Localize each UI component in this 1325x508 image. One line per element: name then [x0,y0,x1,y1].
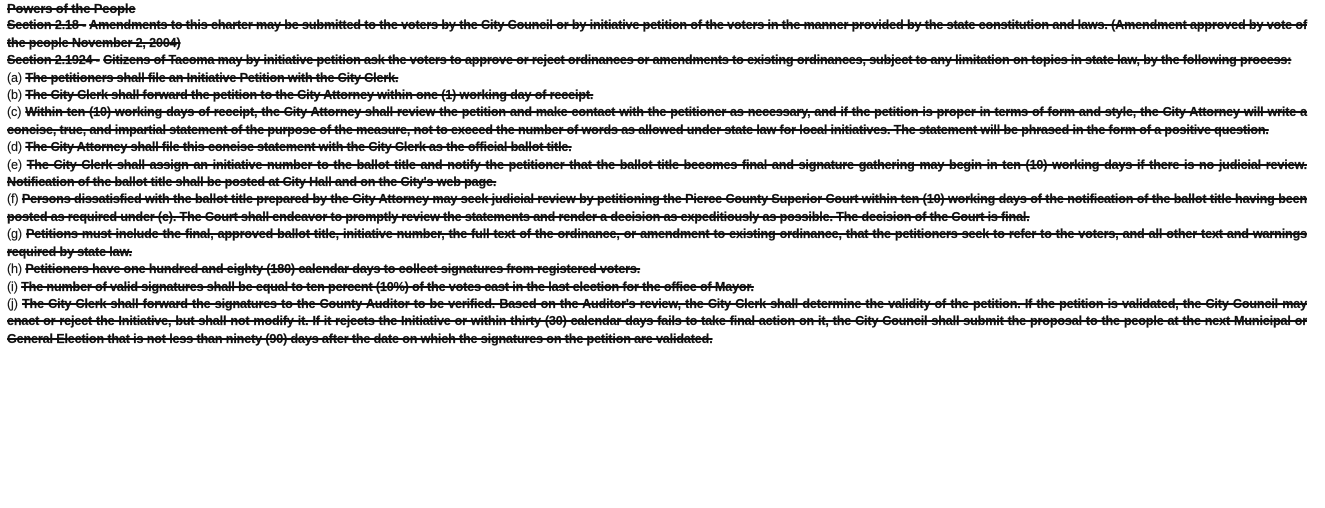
list-item-text: The City Clerk shall assign an initiative number to the ballot title and notify the petitioner that the ballot title becomes final and signature gathering may begin in ten (10) working days if there is no judicial review. Notification of the ballot title shall be posted at City Hall and on the City's web page. [7,157,1307,190]
list-item-g [7,226,1307,261]
list-item-a [7,70,1307,87]
list-item-d [7,139,1307,156]
section-2-1924-label: Section 2.1924 - [7,53,100,68]
list-item-text: The City Clerk shall forward the petition to the City Attorney within one (1) working day of receipt. [25,88,594,103]
list-item-label: (a) [7,70,22,85]
list-item-label: (e) [7,157,22,172]
list-item-text: Persons dissatisfied with the ballot title prepared by the City Attorney may seek judicial review by petitioning the Pierce County Superior Court within ten (10) working days of the notification of the ballot title having been posted as required under (e). The Court shall endeavor to promptly review the statements and render a decision as expeditiously as possible. The decision of the Court is final. [7,192,1307,224]
list-item-label: (c) [7,105,22,120]
list-item-e [7,157,1307,192]
list-item-text: Within ten (10) working days of receipt, the City Attorney shall review the petition and make contact with the petitioner as necessary, and if the petition is proper in terms of form and style, the City Attorney will write a concise, true, and impartial statement of the purpose of the measure, not to exceed the number of words as allowed under state law for local initiatives. The statement will be phrased in the form of a positive question. [7,105,1307,137]
section-heading: Powers of the People [7,1,136,16]
list-item-c [7,104,1307,139]
document-page [7,0,1307,348]
list-item-text: The number of valid signatures shall be equal to ten percent (10%) of the votes cast in the last election for the office of Mayor. [21,279,754,294]
list-item-f [7,191,1307,226]
list-item-text: Petitioners have one hundred and eighty (180) calendar days to collect signatures from registered voters. [25,262,641,277]
list-item-label: (b) [7,88,22,103]
list-item-i [7,279,1307,296]
list-item-text: The petitioners shall file an Initiative Petition with the City Clerk. [25,70,399,85]
list-item-label: (d) [7,140,22,155]
list-item-h [7,261,1307,278]
list-item-label: (f) [7,192,19,207]
list-item-label: (h) [7,262,22,277]
list-item-label: (g) [7,227,22,242]
list-item-text: The City Attorney shall file this concise statement with the City Clerk as the official ballot title. [25,140,572,155]
list-item-text: Petitions must include the final, approved ballot title, initiative number, the full text of the ordinance, or amendment to existing ordinance, that the petitioners seek to refer to the voters, and all other text and warnings required by state law. [7,227,1307,259]
list-item-b [7,87,1307,104]
list-item-j [7,296,1307,348]
list-item-text: The City Clerk shall forward the signatures to the County Auditor to be verified. Based on the Auditor's review, the City Clerk shall determine the validity of the petition. If the petition is validated, the City Council may enact or reject the Initiative, but shall not modify it. If it rejects the Initiative or within thirty (30) calendar days fails to take final action on it, the City Council shall submit the proposal to the people at the next Municipal or General Election that is not less than ninety (90) days after the date on which the signatures on the petition are validated. [7,296,1307,346]
section-2-18-label: Section 2.18 - [7,18,87,33]
section-2-18 [7,17,1307,52]
list-item-label: (i) [7,279,18,294]
list-item-label: (j) [7,296,18,311]
section-2-18-text: Amendments to this charter may be submitted to the voters by the City Council or by initiative petition of the voters in the manner provided by the state constitution and laws. (Amendment approved by vote of the people November 2, 2004) [7,18,1307,50]
section-2-1924 [7,52,1307,69]
section-2-1924-text: Citizens of Tacoma may by initiative petition ask the voters to approve or reject ordinances or amendments to existing ordinances, subject to any limitation on topics in state law, by the following process: [103,53,1292,68]
